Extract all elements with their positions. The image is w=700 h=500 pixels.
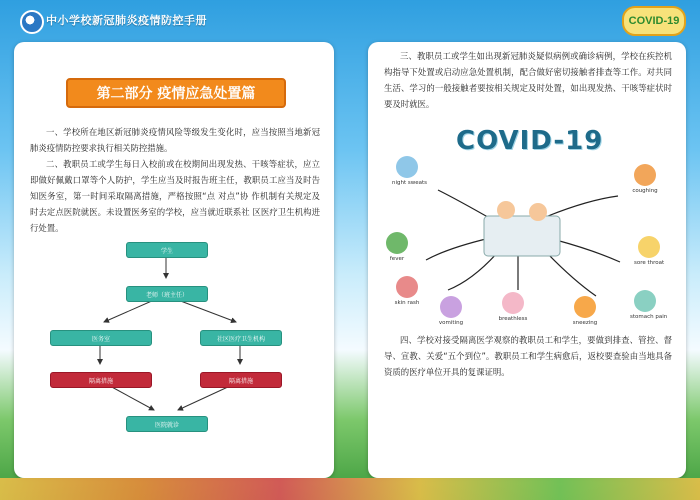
vomiting-icon [440, 296, 462, 318]
sore-throat-icon [638, 236, 660, 258]
header-bar [0, 0, 700, 38]
night-sweats-icon [396, 156, 418, 178]
flow-node-clinic: 医务室 [50, 330, 152, 346]
paragraph-4: 四、学校对接受隔离医学观察的教职员工和学生，要做到排查、管控、督导、宣教、关爱“五个到位”。教职员工和学生病愈后，返校要查验由当地具备资质的医疗单位开具的复课证明。 [384, 335, 672, 377]
skin-rash-icon [396, 276, 418, 298]
breathless-icon [502, 292, 524, 314]
sneezing-icon [574, 296, 596, 318]
flowchart-arrows [14, 42, 334, 478]
flow-node-teacher: 老师（班主任） [126, 286, 208, 302]
symptom-vomiting: vomiting [436, 296, 466, 326]
patient-figure [529, 203, 547, 221]
symptom-sneezing: sneezing [570, 296, 600, 326]
symptom-fever: fever [382, 232, 412, 262]
symptom-sore-throat: sore throat [634, 236, 664, 266]
paragraph-3: 三、教职员工或学生如出现新冠肺炎疑似病例或确诊病例，学校在疾控机构指导下处置或启动应急处置机制，配合做好密切接触者排查等工作。对共同生活、学习的一般接触者要按相关规定及时处置，如出现发热、干咳等症状时要及时就医。 [384, 51, 672, 109]
arrow-report-to-right [178, 300, 236, 322]
symptom-coughing: coughing [630, 164, 660, 194]
covid-symptoms-illustration [378, 120, 676, 330]
school-logo-icon [20, 10, 44, 34]
arrow-left-to-hospital [110, 386, 154, 410]
arrow-right-to-hospital [178, 386, 230, 410]
section-title: 第二部分 疫情应急处置篇 [66, 78, 286, 108]
fever-icon [386, 232, 408, 254]
covid-badge: COVID-19 [622, 6, 686, 36]
coughing-icon [634, 164, 656, 186]
symptom-skin-rash: skin rash [392, 276, 422, 306]
flow-node-isolate-right: 隔离措施 [200, 372, 282, 388]
doctor-desk [484, 216, 560, 256]
left-page [14, 42, 334, 478]
stomach-pain-icon [634, 290, 656, 312]
paragraph-2: 二、教职员工或学生每日入校前或在校期间出现发热、干咳等症状，应立即做好佩戴口罩等个人防护，学生应当及时报告班主任，教职员工应当及时告知医务室，第一时间采取隔离措施，严格按照“点 对点”协 作机制有关规定及时去定点医院就医。未设置医务室的学校，应当就近联系社 区医疗卫生机构进行处置。 [30, 159, 320, 233]
symptom-night-sweats: night sweats [392, 156, 422, 186]
flow-node-isolate-left: 隔离措施 [50, 372, 152, 388]
flow-node-community: 社区医疗卫生机构 [200, 330, 282, 346]
right-page [368, 42, 686, 478]
paragraph-1: 一、学校所在地区新冠肺炎疫情风险等级发生变化时，应当按照当地新冠肺炎疫情防控要求执行相关防控措施。 [30, 127, 320, 153]
covid-illustration-title: COVID-19 [456, 126, 604, 156]
flow-node-hospital: 医院就诊 [126, 416, 208, 432]
decorative-flower-strip [0, 478, 700, 500]
symptom-breathless: breathless [498, 292, 528, 322]
header-title: 中小学校新冠肺炎疫情防控手册 [46, 14, 207, 27]
arrow-report-to-left [104, 300, 154, 322]
doctor-figure [497, 201, 515, 219]
symptom-stomach-pain: stomach pain [630, 290, 660, 320]
flow-node-student: 学生 [126, 242, 208, 258]
